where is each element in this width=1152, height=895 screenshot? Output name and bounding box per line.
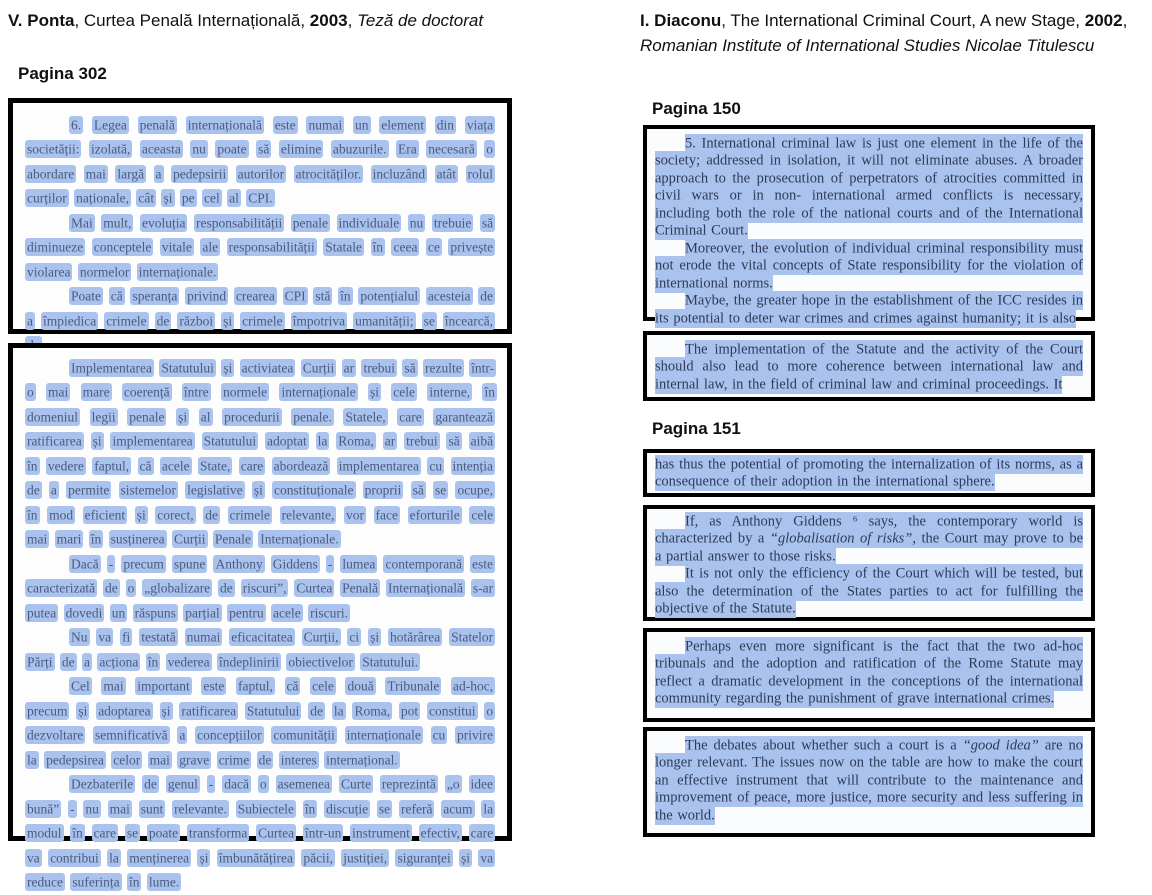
right-scan-box-3 xyxy=(643,449,1095,497)
left-separator: , xyxy=(348,11,357,30)
left-author: V. Ponta xyxy=(8,11,74,30)
scan-paragraph: Perhaps even more significant is the fact that the two ad-hoc tribunals and the adoption and ratification of the Rome Statute may reflect a dramatic development in the conceptions of the international community regarding the punishment of grave international crimes. xyxy=(655,638,1083,708)
right-source-citation xyxy=(640,8,1152,58)
scan-paragraph: Poate că speranța privind crearea CPI stă în potențialul acesteia de a împiedica crimele de război și crimele împotriva umanității; se încearcă, xyxy=(25,285,495,359)
scan-paragraph: Dacă - precum spune Anthony Giddens - lumea contemporană este caracterizată de o „globalizare de riscuri”, Curtea Penală Internațională s-ar putea dovedi un răspuns parțial pentru acele riscuri. xyxy=(25,552,495,626)
scan-paragraph: has thus the potential of promoting the internalization of its norms, as a consequence of their adoption in the international sphere. xyxy=(655,456,1083,491)
right-scan-box-2 xyxy=(643,331,1095,401)
right-scan-box-6 xyxy=(643,727,1095,837)
right-page-number-label-150: Pagina 150 xyxy=(652,99,741,119)
left-scan-box-2 xyxy=(8,343,512,841)
scan-paragraph: 5. International criminal law is just one element in the life of the society; addressed in isolation, it will not eliminate abuses. A broader approach to the prosecution of perpetrators of atrocities committed in civil wars or in non- international armed conflicts is necessary, including both the role of the national courts and of the International Criminal Court. xyxy=(655,135,1083,240)
scan-paragraph: Mai mult, evoluția responsabilității penale individuale nu trebuie să diminueze conceptele vitale ale responsabilității Statale în ceea ce privește violarea normelor internaționale. xyxy=(25,211,495,285)
left-scan-box-1 xyxy=(8,98,512,334)
scan-paragraph: Maybe, the greater hope in the establishment of the ICC resides in its potential to deter war crimes and crimes against humanity; it is also xyxy=(655,293,1083,328)
right-page-number-label-151: Pagina 151 xyxy=(652,419,741,439)
right-separator: , xyxy=(1123,11,1128,30)
left-source-type: Teză de doctorat xyxy=(357,11,483,30)
scan-paragraph: Moreover, the evolution of individual criminal responsibility must not erode the vital concepts of State responsibility for the violation of international norms. xyxy=(655,240,1083,293)
right-scan-box-1 xyxy=(643,125,1095,321)
scan-paragraph: 6. Legea penală internațională este numai un element din viața societății: izolată, aceasta nu poate să elimine abuzurile. Era necesară o abordare mai largă a pedepsirii autorilor atrocităților. incluzând atât rolul curților naționale, cât și pe cel al CPI. xyxy=(25,113,495,211)
right-scan-box-5 xyxy=(643,628,1095,722)
scan-paragraph: Nu va fi testată numai eficacitatea Curții, ci și hotărârea Statelor Părți de a acționa în vederea îndeplinirii obiectivelor Statutului. xyxy=(25,626,495,675)
left-year: 2003 xyxy=(310,11,348,30)
scan-paragraph: It is not only the efficiency of the Court which will be tested, but also the determination of the States parties to act for fulfilling the objective of the Statute. xyxy=(655,566,1083,619)
scan-paragraph: Dezbaterile de genul - dacă o asemenea Curte reprezintă „o idee bună” - nu mai sunt relevante. Subiectele în discuție se referă acum la modul în care se poate transforma Curtea într-un instrument efectiv, care va contribui la menținerea și îmbunătățirea păcii, justiției, siguranței și va reduce suferința în lume. xyxy=(25,773,495,895)
left-title: , Curtea Penală Internațională, xyxy=(74,11,309,30)
scan-paragraph: The implementation of the Statute and the activity of the Court should also lead to more coherence between international law and internal law, in the field of criminal law and criminal proceedings. It xyxy=(655,341,1083,394)
scan-paragraph: Cel mai important este faptul, că cele două Tribunale ad-hoc, precum și adoptarea și ratificarea Statutului de la Roma, pot constitui o dezvoltare semnificativă a concepțiilor comunității internaționale cu privire la pedepsirea celor mai grave crime de interes internațional. xyxy=(25,675,495,773)
scan-paragraph: If, as Anthony Giddens ⁶ says, the contemporary world is characterized by a “globalisation of risks”, the Court may prove to be a partial answer to those risks. xyxy=(655,513,1083,566)
scan-paragraph: Implementarea Statutului și activiatea Curții ar trebui să rezulte într-o mai mare coerență între normele internaționale și cele interne, în domeniul legii penale și al procedurii penale. Statele, care garantează ratificarea și implementarea Statutului adoptat la Roma, ar trebui să aibă în vedere faptul, că acele State, care abordează implementarea cu intenția de a permite sistemelor legislative și constituționale proprii să se ocupe, în mod eficient și corect, de crimele relevante, vor face eforturile cele mai mari în susținerea Curții Penale Internaționale. xyxy=(25,356,495,552)
right-scan-box-4 xyxy=(643,505,1095,621)
right-year: 2002 xyxy=(1085,11,1123,30)
right-source-institute: Romanian Institute of International Studies Nicolae Titulescu xyxy=(640,36,1094,55)
left-page-number-label: Pagina 302 xyxy=(18,64,107,84)
right-title: , The International Criminal Court, A new Stage, xyxy=(721,11,1085,30)
left-source-citation xyxy=(8,8,608,33)
right-author: I. Diaconu xyxy=(640,11,721,30)
scan-paragraph: The debates about whether such a court is a “good idea” are no longer relevant. The issues now on the table are how to make the court an effective instrument that will contribute to the maintenance and improvement of peace, more justice, more security and less suffering in the world. xyxy=(655,737,1083,825)
